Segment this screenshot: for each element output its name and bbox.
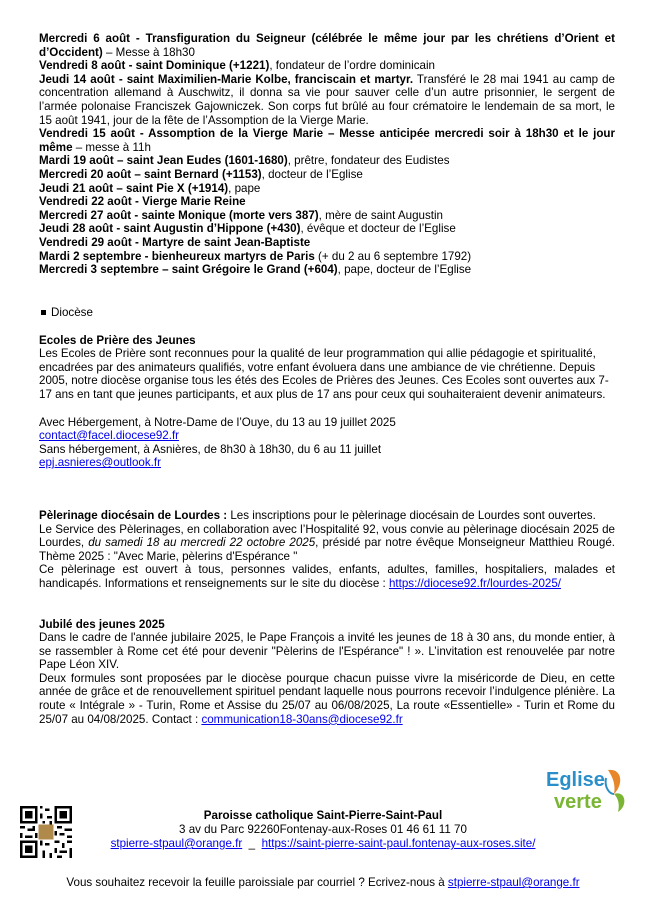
calendar-entry-date-title: Mercredi 27 août <box>39 208 132 222</box>
ecoles-line1: Avec Hébergement, à Notre-Dame de l’Ouye, du 13 au 19 juillet 2025 <box>39 415 396 429</box>
calendar-entry-detail: Transféré le 28 mai 1941 au camp de concentration allemand à Auschwitz, il donna sa vie pour sauver celle d’un autre prisonnier, le sergent de l’armée polonaise Franciszek Gajowniczek. Son corps fut brûlé au four crématoire le lendemain de sa mort, le 15 août 1941, jour de la fête de l’Assomption de la Vierge Marie. <box>39 72 616 127</box>
calendar-entry <box>39 209 615 223</box>
calendar-entry <box>39 236 615 250</box>
calendar-entry-detail: , prêtre, fondateur des Eudistes <box>287 154 450 168</box>
calendar-entry-date-title: Mercredi 3 septembre <box>39 263 159 277</box>
calendar-entry-date-title: Vendredi 15 août <box>39 127 135 141</box>
newsletter-line <box>0 876 646 890</box>
calendar-entry <box>39 182 615 196</box>
parish-contact <box>0 837 646 851</box>
section-heading <box>39 306 615 320</box>
calendar-entry <box>39 154 615 168</box>
ecoles-title: Ecoles de Prière des Jeunes <box>39 333 196 347</box>
calendar-entry-date-title: Mardi 19 août <box>39 154 114 168</box>
calendar-entry-detail: – Messe à 18h30 <box>102 45 195 59</box>
logo-leaf-orange <box>608 770 620 794</box>
parish-address: 3 av du Parc 92260Fontenay-aux-Roses 01 46 61 11 70 <box>179 823 467 836</box>
calendar-entry <box>39 127 615 154</box>
calendar-entry <box>39 168 615 182</box>
calendar-entry-detail: , mère de saint Augustin <box>318 208 444 222</box>
calendar-list <box>39 32 615 277</box>
calendar-entry <box>39 73 615 127</box>
calendar-entry-date-title: Jeudi 28 août <box>39 222 114 236</box>
logo-stem <box>606 778 614 794</box>
calendar-entry-title: - saint Augustin d’Hippone (+430) <box>113 222 301 236</box>
logo-text-eglise: Eglise <box>546 769 605 791</box>
calendar-entry-date-title: Vendredi 22 août <box>39 195 132 209</box>
calendar-entry-title: – saint Bernard (+1153) <box>131 167 262 181</box>
calendar-entry-title: - Vierge Marie Reine <box>131 195 246 209</box>
calendar-entry <box>39 32 615 59</box>
logo-text-verte: verte <box>554 791 602 813</box>
ecoles-line2: Sans hébergement, à Asnières, de 8h30 à 18h30, du 6 au 11 juillet <box>39 442 382 456</box>
newsletter-text: Vous souhaitez recevoir la feuille paroissiale par courriel ? Ecrivez-nous à <box>66 876 448 889</box>
diocese-section <box>39 306 615 726</box>
ecoles-block <box>39 334 615 470</box>
bullet-square-icon <box>41 310 46 315</box>
ecoles-email1-link[interactable]: contact@facel.diocese92.fr <box>39 429 180 443</box>
calendar-entry-title: - saint Dominique (+1221) <box>125 59 270 73</box>
lourdes-block <box>39 509 615 591</box>
calendar-entry-date-title: Mardi 2 septembre <box>39 249 142 263</box>
parish-email-link[interactable]: stpierre-stpaul@orange.fr <box>110 837 243 850</box>
calendar-entry <box>39 222 615 236</box>
lourdes-intro: Les inscriptions pour le pèlerinage diocésain de Lourdes sont ouvertes. <box>227 508 596 522</box>
lourdes-info: Ce pèlerinage est ouvert à tous, personnes valides, enfants, adultes, familles, hospitaliers, malades et handicapés. Informations et renseignements sur le site du diocèse : <box>39 563 615 590</box>
calendar-entry <box>39 250 615 264</box>
calendar-entry-detail: , pape <box>228 181 261 195</box>
calendar-entry <box>39 195 615 209</box>
lourdes-text: Le Service des Pèlerinages, en collaboration avec l’Hospitalité 92, vous convie au pèlerinage diocésain 2025 de Lourdes, <box>39 522 615 550</box>
calendar-entry-title: - Transfiguration du Seigneur (célébrée le même jour par les chrétiens d’Orient et d’Occident) <box>39 32 615 59</box>
calendar-entry-title: – saint Grégoire le Grand (+604) <box>158 263 338 277</box>
separator: _ <box>248 837 256 850</box>
calendar-entry-title: – saint Pie X (+1914) <box>113 181 229 195</box>
calendar-entry-date-title: Vendredi 8 août <box>39 59 126 73</box>
calendar-entry-detail: , fondateur de l’ordre dominicain <box>269 59 435 73</box>
jubile-p2: Deux formules sont proposées par le diocèse pourque chacun puisse vivre la miséricorde de Dieu, en cette année de grâce et de renouvellement spirituel pendant laquelle nous pourrons recevoir l’indulgence plénière. La route « Intégrale » - Turin, Rome et Assise du 25/07 au 06/08/2025, La route «Essentielle» - Turin et Rome du 25/07 au 04/08/2025. Contact : <box>39 671 615 726</box>
parish-site-link[interactable]: https://saint-pierre-saint-paul.fontenay-aux-roses.site/ <box>261 837 536 850</box>
calendar-entry-date-title: Jeudi 21 août <box>39 181 114 195</box>
jubile-block <box>39 618 615 727</box>
calendar-entry-date-title: Jeudi 14 août <box>39 72 115 86</box>
calendar-entry <box>39 59 615 73</box>
lourdes-title: Pèlerinage diocésain de Lourdes : <box>39 508 228 522</box>
calendar-entry <box>39 263 615 277</box>
calendar-entry-detail: (+ du 2 au 6 septembre 1792) <box>314 249 472 263</box>
calendar-entry-title: – saint Jean Eudes (1601-1680) <box>113 154 288 168</box>
jubile-title: Jubilé des jeunes 2025 <box>39 617 165 631</box>
calendar-entry-title: - Assomption de la Vierge Marie – Messe anticipée mercredi soir à 18h30 et le jour même <box>39 127 615 154</box>
lourdes-text-2: , présidé par notre évêque Monseigneur Matthieu Rougé. Thème 2025 : "Avec Marie, pèlerins d'Espérance " <box>39 536 615 563</box>
lourdes-dates: du samedi 18 au mercredi 22 octobre 2025 <box>88 536 316 550</box>
lourdes-url-link[interactable]: https://diocese92.fr/lourdes-2025/ <box>388 576 562 590</box>
jubile-p1: Dans le cadre de l'année jubilaire 2025, le Pape François a invité les jeunes de 18 à 30 ans, du monde entier, à se rassembler à Rome cet été pour devenir "Pèlerins de l'Espérance" ! ». L’invitation est renouvelée par notre Pape Léon XIV. <box>39 631 615 672</box>
calendar-entry-title: - Martyre de saint Jean-Baptiste <box>131 235 311 249</box>
diocese-heading: Diocèse <box>51 306 93 319</box>
jubile-email-link[interactable]: communication18-30ans@diocese92.fr <box>201 712 403 726</box>
ecoles-email2-link[interactable]: epj.asnieres@outlook.fr <box>39 456 161 470</box>
calendar-entry-detail: , évêque et docteur de l’Eglise <box>300 222 456 236</box>
calendar-entry-title: - bienheureux martyrs de Paris <box>141 249 315 263</box>
ecoles-body: Les Ecoles de Prière sont reconnues pour la qualité de leur programmation qui allie pédagogie et spiritualité, encadrées par des animateurs qualifiés, votre enfant évoluera dans une ambiance de vie chrétienne. Depuis 2005, notre diocèse organise tous les étés des Ecoles de Prières des Jeunes. Ces Ecoles sont ouvertes aux 7-17 ans en tant que jeunes participants, et aux plus de 17 ans pour ceux qui souhaiteraient devenir animateurs. <box>39 347 609 401</box>
calendar-entry-detail: , docteur de l’Eglise <box>261 167 363 181</box>
calendar-entry-title: - sainte Monique (morte vers 387) <box>131 208 319 222</box>
calendar-entry-detail: – messe à 11h <box>72 140 151 154</box>
calendar-entry-title: - saint Maximilien-Marie Kolbe, franciscain et martyr. <box>114 72 414 86</box>
newsletter-email-link[interactable]: stpierre-stpaul@orange.fr <box>447 876 580 889</box>
parish-name: Paroisse catholique Saint-Pierre-Saint-Paul <box>203 809 443 822</box>
calendar-entry-date-title: Mercredi 20 août <box>39 167 132 181</box>
calendar-entry-date-title: Mercredi 6 août <box>39 32 131 45</box>
calendar-entry-date-title: Vendredi 29 août <box>39 235 132 249</box>
calendar-entry-detail: , pape, docteur de l’Eglise <box>337 263 472 277</box>
